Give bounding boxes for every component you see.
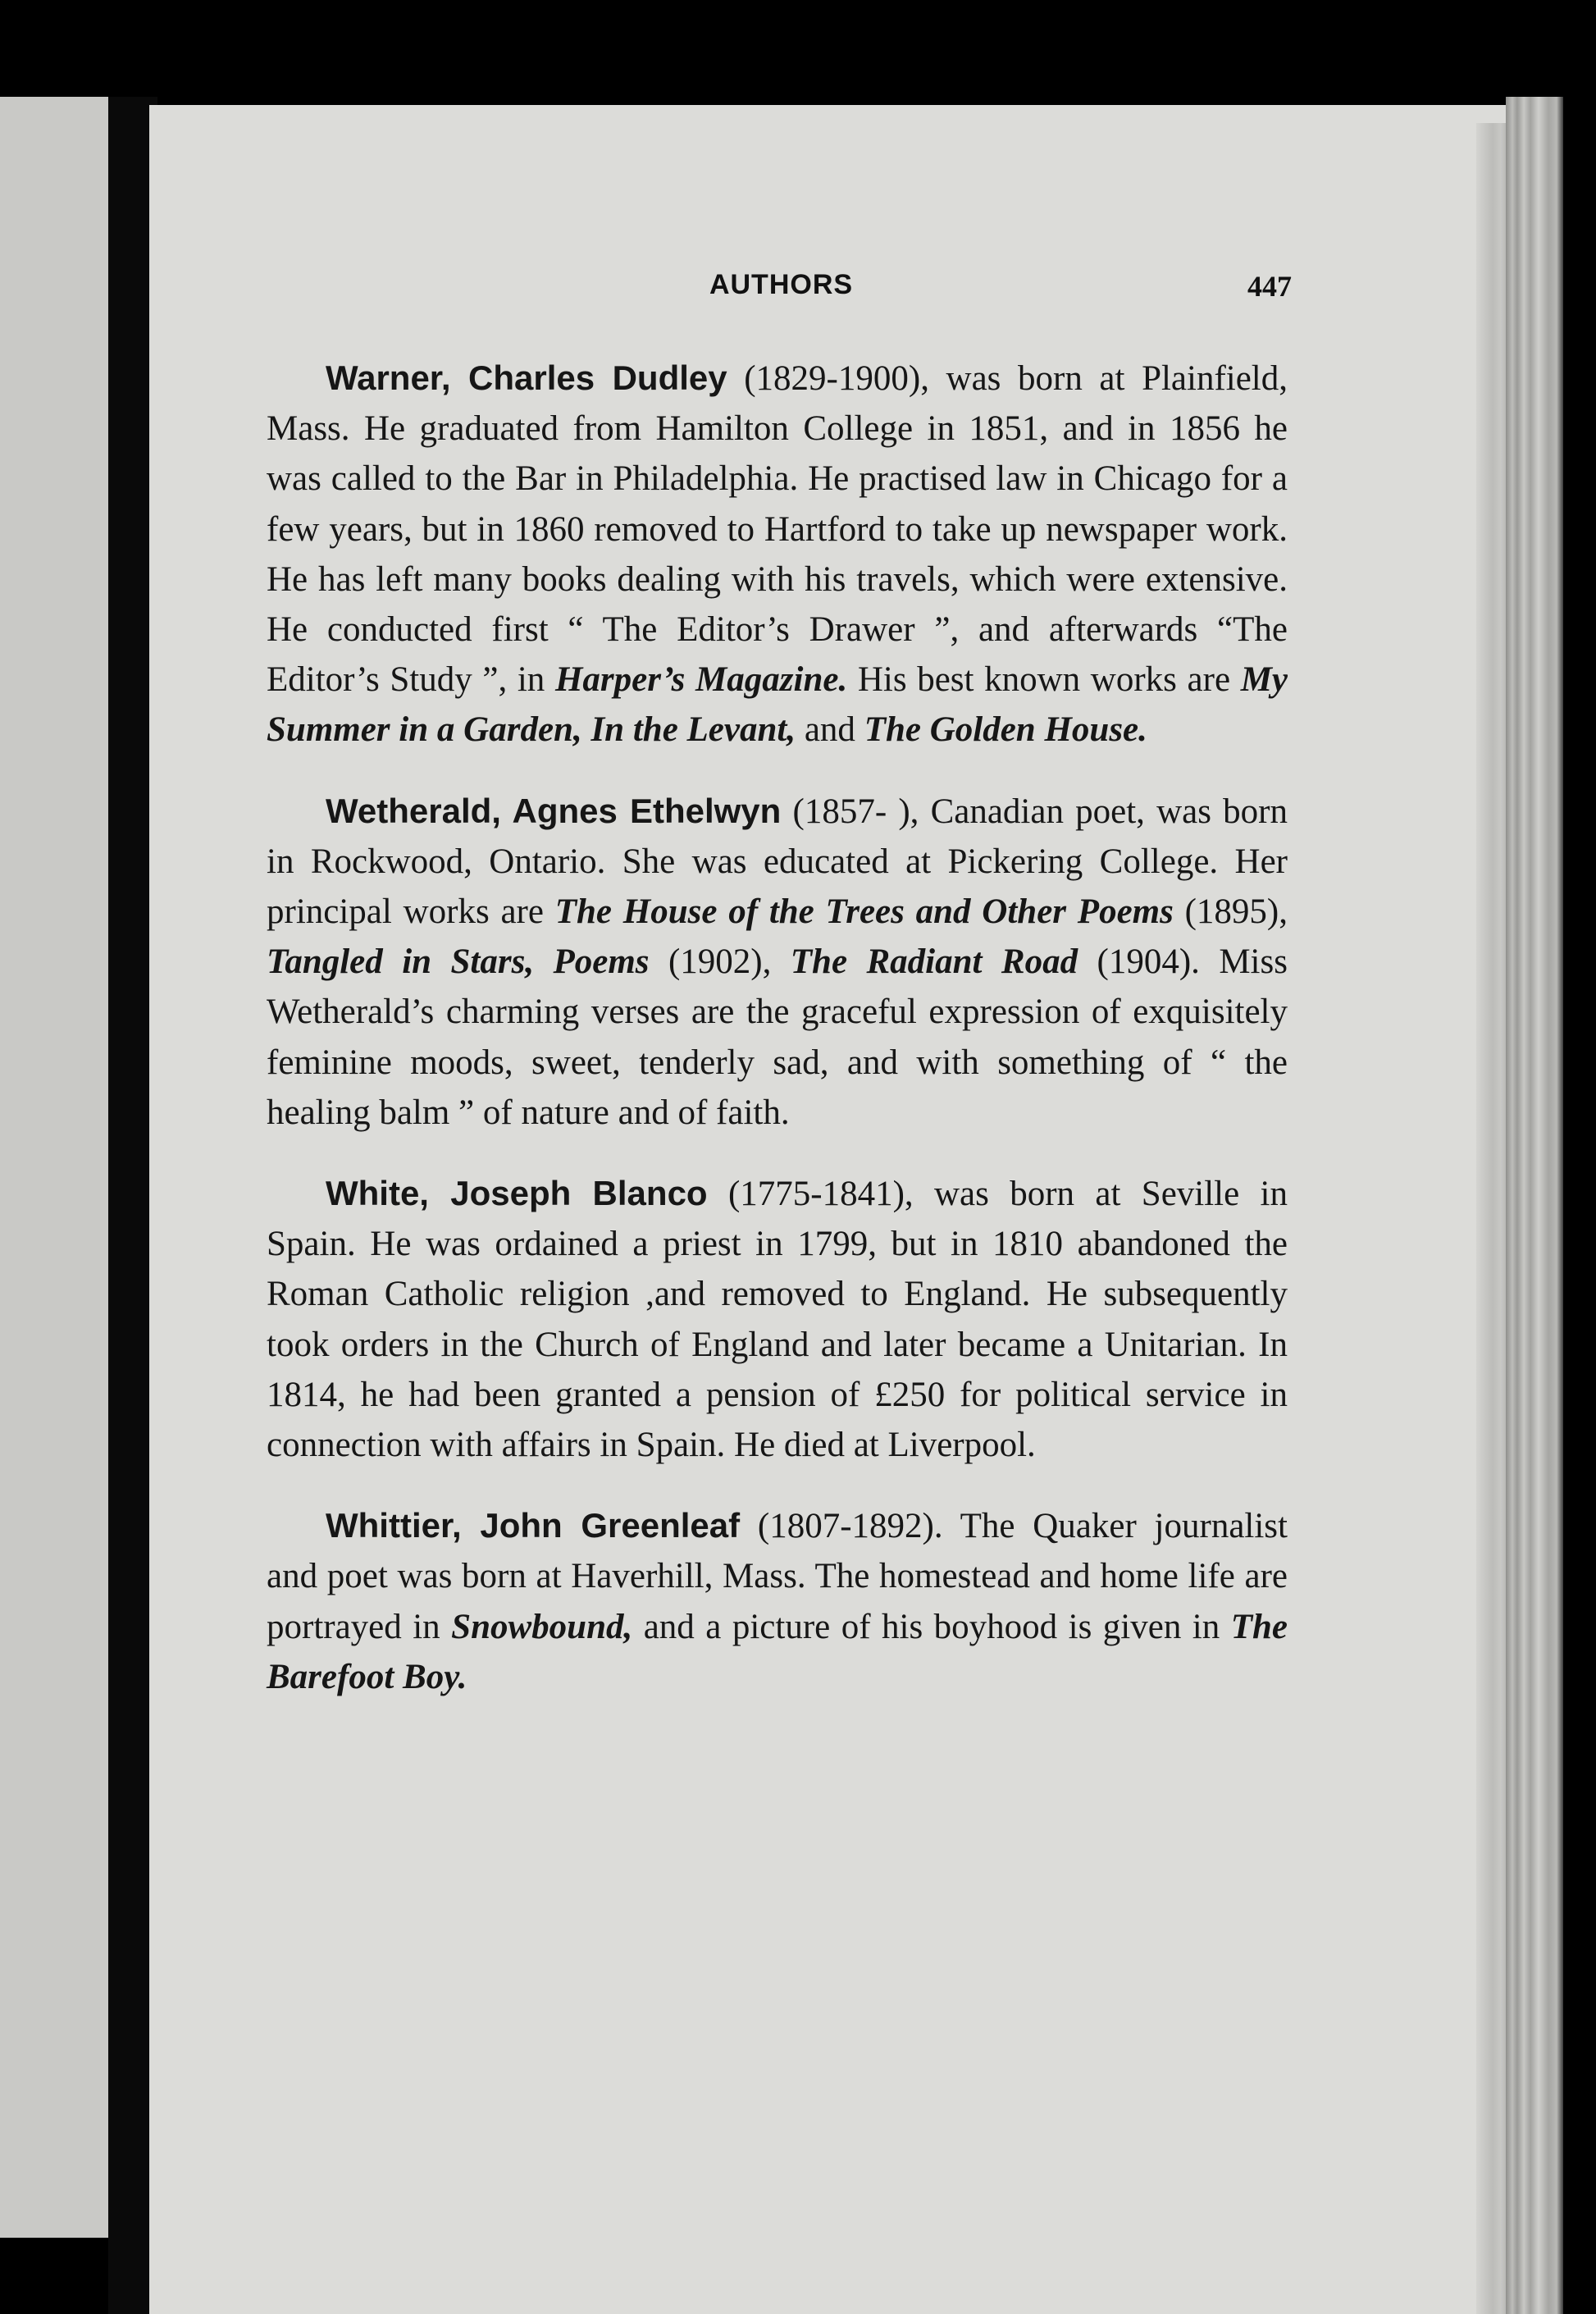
entry-wetherald: [267, 786, 1288, 1138]
running-head: [271, 269, 1292, 310]
entry-white: [267, 1168, 1288, 1470]
work-title: The Barefoot Boy.: [267, 1607, 1288, 1696]
entry-headword: Wetherald, Agnes Ethelwyn: [326, 791, 782, 830]
work-title: My Summer in a Garden, In the Levant,: [267, 660, 1288, 750]
entry-headword: Warner, Charles Dudley: [326, 358, 727, 397]
work-title: Tangled in Stars, Poems: [267, 942, 650, 982]
work-title: The House of the Trees and Other Poems: [554, 892, 1174, 932]
entry-headword: White, Joseph Blanco: [326, 1174, 708, 1213]
work-title: Harper’s Magazine.: [554, 660, 848, 700]
page-stack-edge-inner: [1476, 123, 1509, 2314]
entry-text: and a picture of his boyhood is given in: [632, 1607, 1231, 1646]
entry-headword: Whittier, John Greenleaf: [326, 1506, 741, 1545]
entry-whittier: [267, 1500, 1288, 1702]
page-stack-edge: [1506, 97, 1563, 2314]
entry-warner: [267, 353, 1288, 755]
entry-text: His best known works are: [847, 660, 1241, 700]
entry-text: (1857- ), Canadian poet, was born in Rockwood, Ontario. She was educated at Pickering College. Her principal works are: [267, 792, 1288, 932]
entry-text: and: [796, 710, 864, 750]
entry-text: (1904). Miss Wetherald’s charming verses are the graceful expression of exquisitely feminine moods, sweet, tenderly sad, and with something of “ the healing balm ” of nature and of faith.: [267, 942, 1288, 1132]
work-title: Snowbound,: [451, 1607, 633, 1646]
entry-text: (1807-1892). The Quaker journalist and poet was born at Haverhill, Mass. The homestead and home life are portrayed in: [267, 1507, 1288, 1646]
page-number: 447: [1247, 270, 1292, 303]
entry-text: (1902),: [649, 942, 791, 982]
left-page-edge: [0, 97, 121, 2238]
entry-text: (1895),: [1173, 892, 1288, 932]
work-title: The Golden House.: [864, 710, 1147, 750]
running-title: AUTHORS: [709, 269, 854, 300]
entry-text: (1775-1841), was born at Seville in Spain. He was ordained a priest in 1799, but in 1810 abandoned the Roman Catholic religion ,and removed to England. He subsequently took orders in the Church of England and later became a Unitarian. In 1814, he had been granted a pension of £250 for political service in connection with affairs in Spain. He died at Liverpool.: [267, 1175, 1288, 1465]
entry-text: (1829-1900), was born at Plainfield, Mass. He graduated from Hamilton College in 1851, and in 1856 he was called to the Bar in Philadelphia. He practised law in Chicago for a few years, but in 1860 removed to Hartford to take up newspaper work. He has left many books dealing with his travels, which were extensive. He conducted first “ The Editor’s Drawer ”, and afterwards “The Editor’s Study ”, in: [267, 359, 1288, 700]
work-title: The Radiant Road: [790, 942, 1078, 982]
page-body: [267, 353, 1288, 1732]
